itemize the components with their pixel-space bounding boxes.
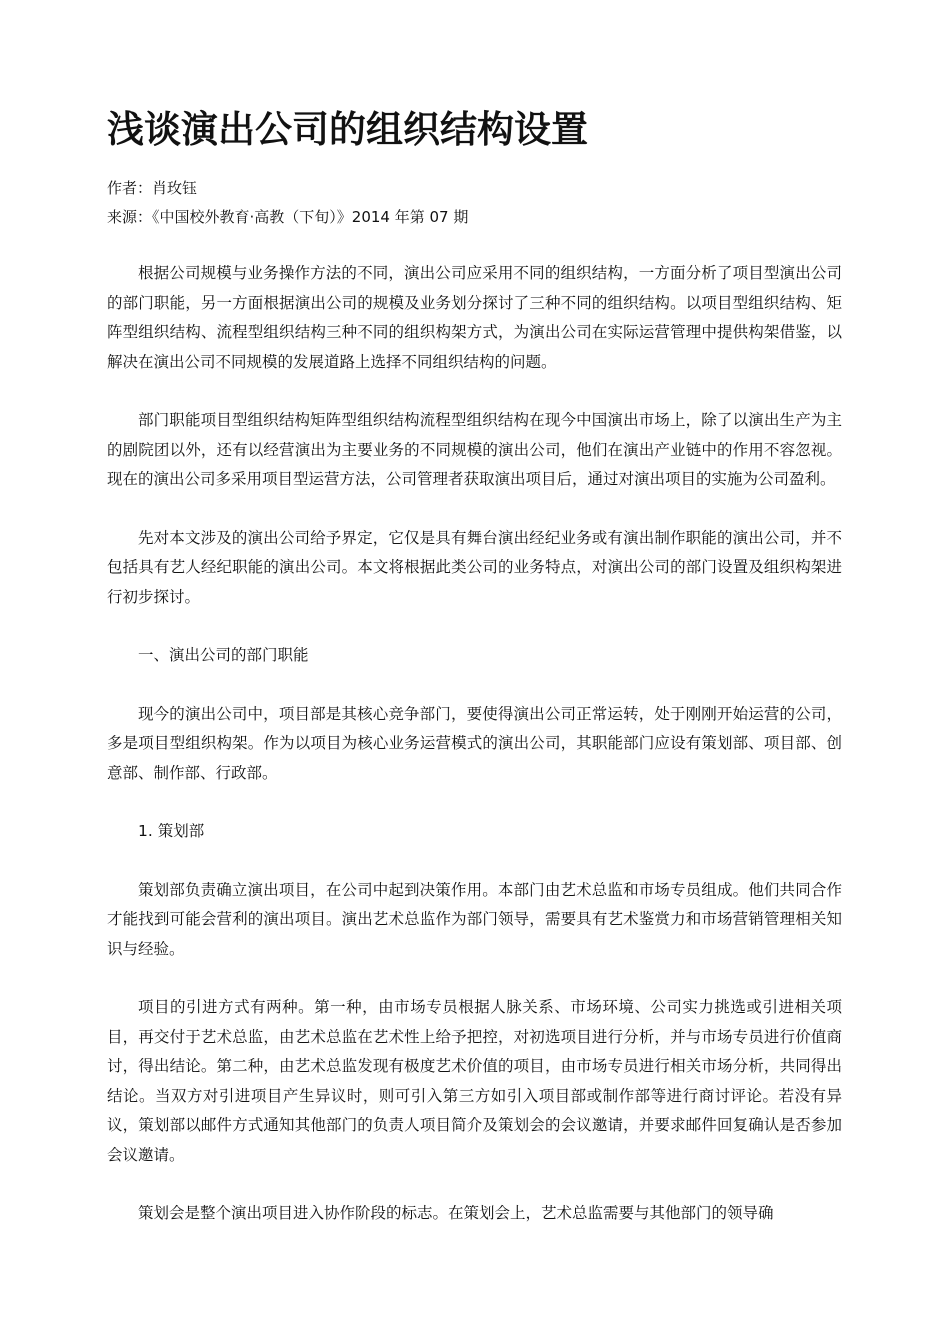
section1-paragraph: 现今的演出公司中，项目部是其核心竞争部门，要使得演出公司正常运转，处于刚刚开始运营的公司，多是项目型组织构架。作为以项目为核心业务运营模式的演出公司，其职能部门应设有策划部、项目部、创意部、制作部、行政部。 bbox=[107, 704, 842, 782]
intro-paragraph: 部门职能项目型组织结构矩阵型组织结构流程型组织结构在现今中国演出市场上，除了以演出生产为主的剧院团以外，还有以经营演出为主要业务的不同规模的演出公司，他们在演出产业链中的作用不容忽视。现在的演出公司多采用项目型运营方法，公司管理者获取演出项目后，通过对演出项目的实施为公司盈利。 bbox=[107, 411, 842, 488]
article-source: 来源：《中国校外教育·高教（下旬）》2014 年第 07 期 bbox=[107, 208, 469, 226]
document-page bbox=[107, 104, 842, 1258]
article-title: 浅谈演出公司的组织结构设置 bbox=[107, 108, 588, 151]
planning-paragraph-3: 策划会是整个演出项目进入协作阶段的标志。在策划会上，艺术总监需要与其他部门的领导确 bbox=[138, 1204, 774, 1222]
planning-paragraph-2: 项目的引进方式有两种。第一种，由市场专员根据人脉关系、市场环境、公司实力挑选或引进相关项目，再交付于艺术总监，由艺术总监在艺术性上给予把控，对初选项目进行分析，并与市场专员进行价值商讨，得出结论。第二种，由艺术总监发现有极度艺术价值的项目，由市场专员进行相关市场分析，共同得出结论。当双方对引进项目产生异议时，则可引入第三方如引入项目部或制作部等进行商讨评论。若没有异议，策划部以邮件方式通知其他部门的负责人项目简介及策划会的会议邀请，并要求邮件回复确认是否参加会议邀请。 bbox=[107, 998, 842, 1164]
abstract-paragraph: 根据公司规模与业务操作方法的不同，演出公司应采用不同的组织结构，一方面分析了项目型演出公司的部门职能，另一方面根据演出公司的规模及业务划分探讨了三种不同的组织结构。以项目型组织结构、矩阵型组织结构、流程型组织结构三种不同的组织构架方式，为演出公司在实际运营管理中提供构架借鉴，以解决在演出公司不同规模的发展道路上选择不同组织结构的问题。 bbox=[107, 264, 842, 371]
definition-paragraph: 先对本文涉及的演出公司给予界定，它仅是具有舞台演出经纪业务或有演出制作职能的演出公司，并不包括具有艺人经纪职能的演出公司。本文将根据此类公司的业务特点，对演出公司的部门设置及组织构架进行初步探讨。 bbox=[107, 528, 842, 606]
article-meta bbox=[107, 174, 842, 232]
article-author: 作者：肖玫钰 bbox=[107, 179, 198, 197]
planning-paragraph-1: 策划部负责确立演出项目，在公司中起到决策作用。本部门由艺术总监和市场专员组成。他们共同合作才能找到可能会营利的演出项目。演出艺术总监作为部门领导，需要具有艺术鉴赏力和市场营销管理相关知识与经验。 bbox=[107, 880, 842, 958]
subsection-heading-planning: 1. 策划部 bbox=[138, 822, 205, 840]
section-heading-departments: 一、演出公司的部门职能 bbox=[138, 646, 309, 664]
